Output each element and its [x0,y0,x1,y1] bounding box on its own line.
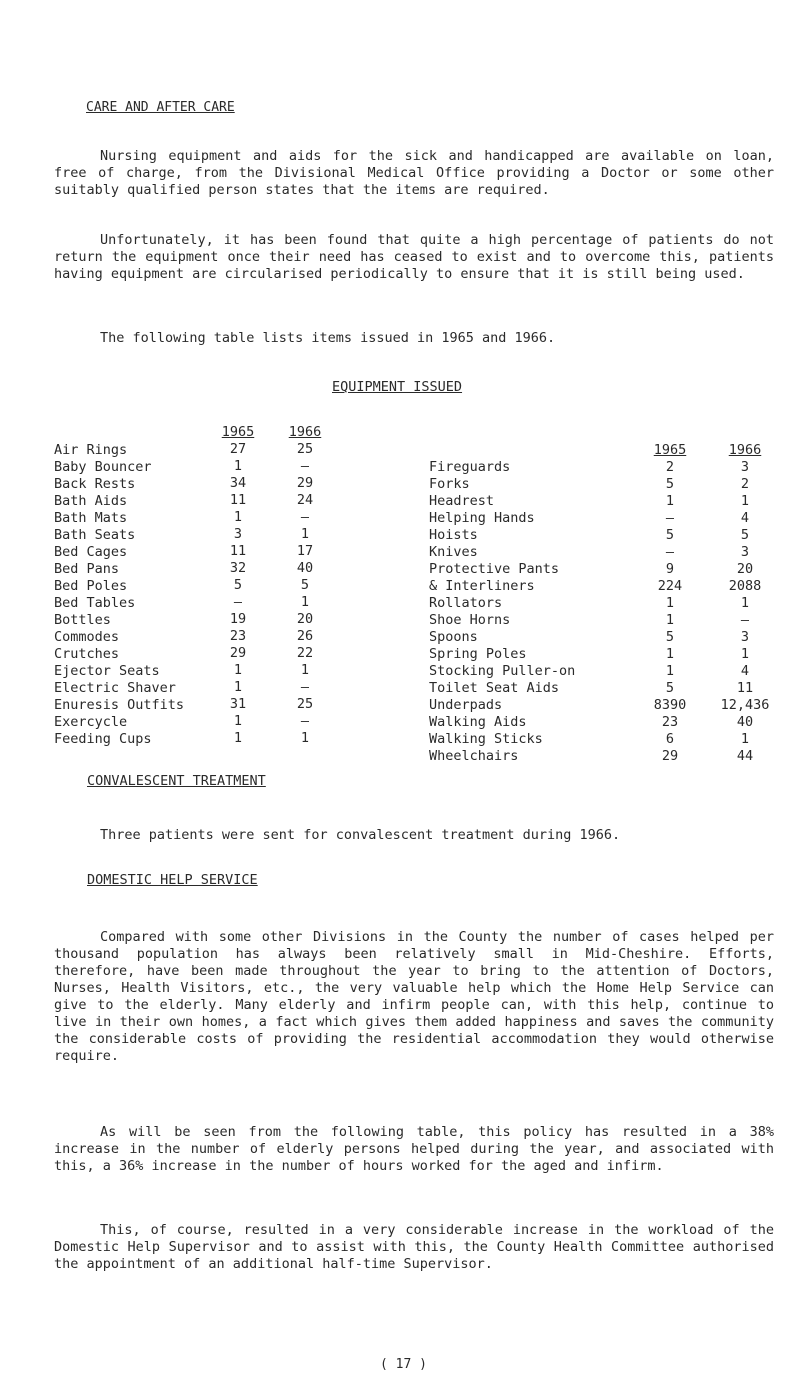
left-item-names [54,442,184,748]
item-name: Bath Seats [54,527,136,543]
value-1966: 1 [300,730,310,746]
value-1966: 25 [296,696,314,712]
value-1966: 1 [740,731,750,747]
value-1966: 44 [736,748,754,764]
item-name: Commodes [54,629,120,645]
paragraph-text: The following table lists items issued in 1965 and 1966. [100,330,556,346]
item-name: Forks [429,476,470,492]
value-1965: 224 [657,578,683,594]
value-1965: 1 [233,509,243,525]
domestic-help-heading: DOMESTIC HELP SERVICE [87,872,258,888]
paragraph-text: As will be seen from the following table, this policy has resulted in a 38% increase in the number of elderly persons helped during the year, and associated with this, a 36% increase in the number of hours worked for the aged and infirm. [54,1124,774,1174]
value-1965: 5 [665,476,675,492]
value-1965: – [665,510,675,526]
item-name: Knives [429,544,478,560]
convalescent-heading: CONVALESCENT TREATMENT [87,773,266,789]
value-1966: 1 [740,646,750,662]
item-name: & Interliners [429,578,535,594]
value-1966: 22 [296,645,314,661]
running-head: CARE AND AFTER CARE [86,100,235,115]
paragraph-text: Unfortunately, it has been found that quite a high percentage of patients do not return the equipment once their need has ceased to exist and to overcome this, patients having equipment are circularised periodically to ensure that it is still being used. [54,232,774,282]
item-name: Hoists [429,527,478,543]
value-1966: 40 [736,714,754,730]
value-1965: 6 [665,731,675,747]
item-name: Bath Aids [54,493,128,509]
item-name: Exercycle [54,714,128,730]
value-1966: 3 [740,629,750,645]
paragraph-nursing-equipment [54,148,774,199]
value-1965: 1 [233,679,243,695]
value-1966: 11 [736,680,754,696]
value-1966: 4 [740,510,750,526]
item-name: Headrest [429,493,495,509]
value-1966: 5 [300,577,310,593]
value-1966: – [740,612,750,628]
item-name: Bed Poles [54,578,128,594]
value-1965: 2 [665,459,675,475]
paragraph-convalescent [54,827,774,844]
value-1965: 1 [233,458,243,474]
item-name: Helping Hands [429,510,535,526]
item-name: Walking Aids [429,714,527,730]
item-name: Electric Shaver [54,680,176,696]
left-1965-column [208,424,268,747]
value-1965: 1 [665,493,675,509]
value-1965: 34 [229,475,247,491]
item-name: Crutches [54,646,120,662]
paragraph-text: This, of course, resulted in a very considerable increase in the workload of the Domestic Help Supervisor and to assist with this, the County Health Committee authorised the appointment of an additional half-time Supervisor. [54,1222,774,1272]
left-1966-column [275,424,335,747]
paragraph-text: Three patients were sent for convalescent treatment during 1966. [100,827,621,843]
column-header-1966: 1966 [728,442,762,458]
item-name: Back Rests [54,476,136,492]
item-name: Bottles [54,612,111,628]
value-1966: 1 [300,526,310,542]
item-name: Spoons [429,629,478,645]
item-name: Ejector Seats [54,663,160,679]
item-name: Baby Bouncer [54,459,152,475]
value-1966: – [300,679,310,695]
value-1966: 5 [740,527,750,543]
item-name: Bed Cages [54,544,128,560]
page-number: ( 17 ) [380,1357,427,1372]
paragraph-text: Nursing equipment and aids for the sick and handicapped are available on loan, free of charge, from the Divisional Medical Office providing a Doctor or some other suitably qualified person states that the items are required. [54,148,774,198]
value-1966: 3 [740,459,750,475]
value-1965: 5 [233,577,243,593]
item-name: Rollators [429,595,503,611]
value-1965: 1 [665,663,675,679]
column-header-1966: 1966 [288,424,322,440]
item-name: Shoe Horns [429,612,511,628]
value-1966: 4 [740,663,750,679]
value-1965: 32 [229,560,247,576]
value-1965: 1 [233,713,243,729]
value-1965: 9 [665,561,675,577]
value-1966: 29 [296,475,314,491]
value-1966: 25 [296,441,314,457]
value-1966: 1 [300,594,310,610]
value-1966: 20 [736,561,754,577]
item-name: Bath Mats [54,510,128,526]
value-1965: 23 [229,628,247,644]
value-1966: – [300,458,310,474]
right-1966-column [710,442,780,765]
value-1965: 1 [665,612,675,628]
value-1965: 1 [233,662,243,678]
column-header-1965: 1965 [221,424,255,440]
value-1966: 2 [740,476,750,492]
value-1966: 1 [740,493,750,509]
value-1965: 19 [229,611,247,627]
paragraph-following-table [54,330,774,347]
value-1965: 31 [229,696,247,712]
value-1965: 1 [233,730,243,746]
value-1966: – [300,509,310,525]
item-name: Protective Pants [429,561,560,577]
item-name: Enuresis Outfits [54,697,185,713]
value-1965: 11 [229,543,247,559]
value-1965: – [233,594,243,610]
value-1965: 3 [233,526,243,542]
value-1966: 17 [296,543,314,559]
value-1965: 5 [665,680,675,696]
value-1965: 29 [661,748,679,764]
value-1966: 12,436 [720,697,770,713]
value-1965: 1 [665,646,675,662]
value-1965: 1 [665,595,675,611]
item-name: Wheelchairs [429,748,519,764]
value-1966: 24 [296,492,314,508]
paragraph-domestic-table [54,1124,774,1175]
item-name: Air Rings [54,442,128,458]
value-1965: 29 [229,645,247,661]
value-1966: 3 [740,544,750,560]
value-1965: 5 [665,527,675,543]
value-1965: 11 [229,492,247,508]
item-name: Spring Poles [429,646,527,662]
value-1965: 27 [229,441,247,457]
item-name: Walking Sticks [429,731,543,747]
value-1965: – [665,544,675,560]
item-name: Fireguards [429,459,511,475]
value-1966: – [300,713,310,729]
value-1965: 23 [661,714,679,730]
value-1966: 1 [300,662,310,678]
value-1966: 26 [296,628,314,644]
value-1965: 5 [665,629,675,645]
value-1966: 20 [296,611,314,627]
value-1965: 8390 [653,697,687,713]
paragraph-unfortunately [54,232,774,283]
item-name: Stocking Puller-on [429,663,576,679]
item-name: Toilet Seat Aids [429,680,560,696]
column-header-1965: 1965 [653,442,687,458]
paragraph-domestic-workload [54,1222,774,1273]
item-name: Underpads [429,697,503,713]
value-1966: 40 [296,560,314,576]
item-name: Bed Pans [54,561,120,577]
item-name: Bed Tables [54,595,136,611]
item-name: Feeding Cups [54,731,152,747]
paragraph-text: Compared with some other Divisions in the County the number of cases helped per thousand population has always been relatively small in Mid-Cheshire. Efforts, therefore, have been made throughout the year to bring to the attention of Doctors, Nurses, Health Visitors, etc., the very valuable help which the Home Help Service can give to the elderly. Many elderly and infirm people can, with this help, continue to live in their own homes, a fact which gives them added happiness and saves the community the considerable costs of providing the residential accommodation they would otherwise require. [54,929,774,1064]
equipment-heading: EQUIPMENT ISSUED [332,379,463,395]
paragraph-domestic-compared [54,929,774,1065]
right-item-names [429,459,575,765]
value-1966: 2088 [728,578,762,594]
value-1966: 1 [740,595,750,611]
right-1965-column [637,442,703,765]
